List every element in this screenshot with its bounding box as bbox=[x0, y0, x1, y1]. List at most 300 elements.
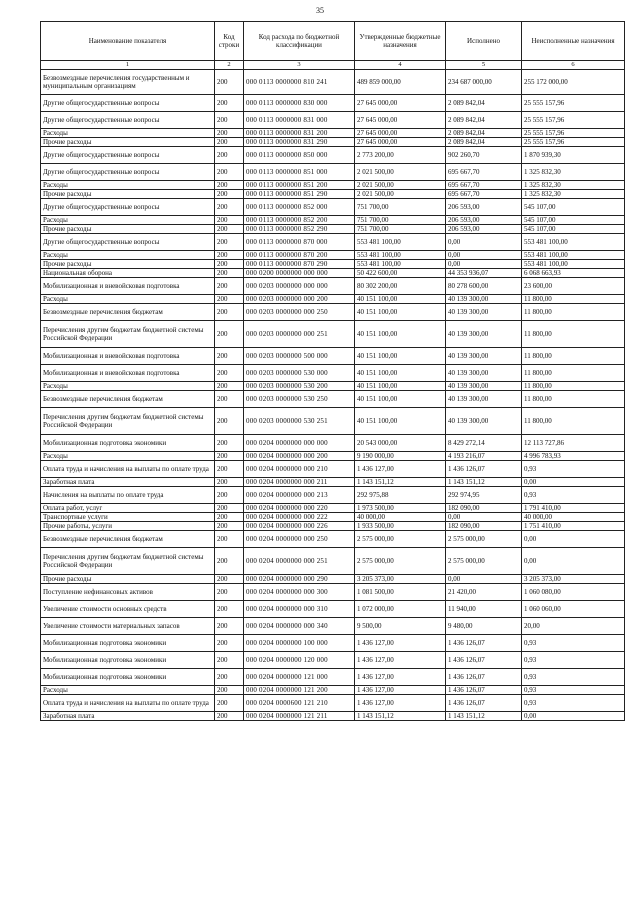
table-row bbox=[41, 164, 625, 181]
row-name-cell: Расходы bbox=[41, 181, 215, 190]
row-executed-cell: 40 139 300,00 bbox=[446, 382, 522, 391]
row-line-code-cell: 200 bbox=[215, 181, 244, 190]
row-approved-cell: 9 190 000,00 bbox=[355, 452, 446, 461]
row-unexecuted-cell: 1 325 832,30 bbox=[522, 181, 625, 190]
table-row bbox=[41, 321, 625, 348]
row-line-code-cell: 200 bbox=[215, 190, 244, 199]
row-name-cell: Расходы bbox=[41, 129, 215, 138]
table-row bbox=[41, 452, 625, 461]
row-name-cell: Увеличение стоимости материальных запасов bbox=[41, 618, 215, 635]
row-name-cell: Расходы bbox=[41, 295, 215, 304]
row-executed-cell: 0,00 bbox=[446, 513, 522, 522]
row-unexecuted-cell: 0,93 bbox=[522, 487, 625, 504]
row-executed-cell: 2 089 842,04 bbox=[446, 112, 522, 129]
header-unexecuted: Неисполненные назначения bbox=[522, 22, 625, 61]
row-unexecuted-cell: 11 800,00 bbox=[522, 391, 625, 408]
row-line-code-cell: 200 bbox=[215, 391, 244, 408]
row-classification-code-cell: 000 0204 0000000 000 340 bbox=[244, 618, 355, 635]
row-executed-cell: 40 139 300,00 bbox=[446, 391, 522, 408]
row-line-code-cell: 200 bbox=[215, 531, 244, 548]
column-number: 6 bbox=[522, 61, 625, 70]
row-name-cell: Мобилизационная и вневойсковая подготовка bbox=[41, 365, 215, 382]
row-approved-cell: 1 436 127,00 bbox=[355, 461, 446, 478]
row-approved-cell: 1 973 500,00 bbox=[355, 504, 446, 513]
row-line-code-cell: 200 bbox=[215, 686, 244, 695]
row-approved-cell: 292 975,88 bbox=[355, 487, 446, 504]
row-unexecuted-cell: 0,93 bbox=[522, 669, 625, 686]
row-unexecuted-cell: 11 800,00 bbox=[522, 321, 625, 348]
table-row bbox=[41, 522, 625, 531]
row-line-code-cell: 200 bbox=[215, 199, 244, 216]
row-name-cell: Другие общегосударственные вопросы bbox=[41, 112, 215, 129]
row-name-cell: Увеличение стоимости основных средств bbox=[41, 601, 215, 618]
table-row bbox=[41, 601, 625, 618]
row-name-cell: Расходы bbox=[41, 382, 215, 391]
table-row bbox=[41, 686, 625, 695]
header-executed: Исполнено bbox=[446, 22, 522, 61]
row-approved-cell: 751 700,00 bbox=[355, 216, 446, 225]
row-approved-cell: 20 543 000,00 bbox=[355, 435, 446, 452]
header-row bbox=[41, 22, 625, 61]
row-executed-cell: 0,00 bbox=[446, 260, 522, 269]
row-unexecuted-cell: 6 068 663,93 bbox=[522, 269, 625, 278]
row-approved-cell: 2 575 000,00 bbox=[355, 548, 446, 575]
row-line-code-cell: 200 bbox=[215, 95, 244, 112]
table-row bbox=[41, 435, 625, 452]
row-name-cell: Начисления на выплаты по оплате труда bbox=[41, 487, 215, 504]
row-classification-code-cell: 000 0203 0000000 000 200 bbox=[244, 295, 355, 304]
row-approved-cell: 2 021 500,00 bbox=[355, 164, 446, 181]
row-executed-cell: 695 667,70 bbox=[446, 164, 522, 181]
table-row bbox=[41, 138, 625, 147]
row-unexecuted-cell: 20,00 bbox=[522, 618, 625, 635]
row-executed-cell: 182 090,00 bbox=[446, 504, 522, 513]
row-name-cell: Расходы bbox=[41, 251, 215, 260]
row-unexecuted-cell: 545 107,00 bbox=[522, 199, 625, 216]
row-classification-code-cell: 000 0204 0000000 120 000 bbox=[244, 652, 355, 669]
row-executed-cell: 234 687 000,00 bbox=[446, 70, 522, 95]
row-classification-code-cell: 000 0203 0000000 000 000 bbox=[244, 278, 355, 295]
row-name-cell: Прочие расходы bbox=[41, 138, 215, 147]
row-classification-code-cell: 000 0204 0000000 000 000 bbox=[244, 435, 355, 452]
row-classification-code-cell: 000 0203 0000000 530 251 bbox=[244, 408, 355, 435]
row-classification-code-cell: 000 0204 0000000 000 222 bbox=[244, 513, 355, 522]
row-classification-code-cell: 000 0113 0000000 851 000 bbox=[244, 164, 355, 181]
row-line-code-cell: 200 bbox=[215, 487, 244, 504]
row-line-code-cell: 200 bbox=[215, 251, 244, 260]
column-number-row bbox=[41, 61, 625, 70]
table-row bbox=[41, 487, 625, 504]
row-name-cell: Перечисления другим бюджетам бюджетной системы Российской Федерации bbox=[41, 548, 215, 575]
row-name-cell: Перечисления другим бюджетам бюджетной системы Российской Федерации bbox=[41, 408, 215, 435]
row-name-cell: Поступление нефинансовых активов bbox=[41, 584, 215, 601]
row-classification-code-cell: 000 0204 0000000 000 226 bbox=[244, 522, 355, 531]
row-name-cell: Расходы bbox=[41, 686, 215, 695]
column-number: 3 bbox=[244, 61, 355, 70]
row-line-code-cell: 200 bbox=[215, 321, 244, 348]
row-approved-cell: 751 700,00 bbox=[355, 199, 446, 216]
row-executed-cell: 206 593,00 bbox=[446, 199, 522, 216]
row-classification-code-cell: 000 0113 0000000 850 000 bbox=[244, 147, 355, 164]
row-executed-cell: 902 260,70 bbox=[446, 147, 522, 164]
table-row bbox=[41, 234, 625, 251]
row-unexecuted-cell: 11 800,00 bbox=[522, 408, 625, 435]
row-unexecuted-cell: 0,93 bbox=[522, 461, 625, 478]
row-line-code-cell: 200 bbox=[215, 513, 244, 522]
row-line-code-cell: 200 bbox=[215, 70, 244, 95]
row-executed-cell: 206 593,00 bbox=[446, 225, 522, 234]
table-row bbox=[41, 190, 625, 199]
row-classification-code-cell: 000 0113 0000000 851 290 bbox=[244, 190, 355, 199]
row-approved-cell: 1 436 127,00 bbox=[355, 652, 446, 669]
row-executed-cell: 40 139 300,00 bbox=[446, 408, 522, 435]
row-unexecuted-cell: 25 555 157,96 bbox=[522, 138, 625, 147]
row-executed-cell: 1 436 126,07 bbox=[446, 686, 522, 695]
row-approved-cell: 1 436 127,00 bbox=[355, 695, 446, 712]
row-approved-cell: 553 481 100,00 bbox=[355, 234, 446, 251]
row-executed-cell: 0,00 bbox=[446, 251, 522, 260]
row-approved-cell: 751 700,00 bbox=[355, 225, 446, 234]
row-approved-cell: 9 500,00 bbox=[355, 618, 446, 635]
table-row bbox=[41, 129, 625, 138]
table-row bbox=[41, 478, 625, 487]
row-line-code-cell: 200 bbox=[215, 601, 244, 618]
row-approved-cell: 553 481 100,00 bbox=[355, 251, 446, 260]
table-row bbox=[41, 669, 625, 686]
row-unexecuted-cell: 545 107,00 bbox=[522, 216, 625, 225]
row-name-cell: Безвозмездные перечисления бюджетам bbox=[41, 391, 215, 408]
row-classification-code-cell: 000 0200 0000000 000 000 bbox=[244, 269, 355, 278]
table-row bbox=[41, 181, 625, 190]
row-line-code-cell: 200 bbox=[215, 452, 244, 461]
row-line-code-cell: 200 bbox=[215, 461, 244, 478]
table-row bbox=[41, 70, 625, 95]
row-line-code-cell: 200 bbox=[215, 548, 244, 575]
table-row bbox=[41, 251, 625, 260]
row-executed-cell: 40 139 300,00 bbox=[446, 304, 522, 321]
row-classification-code-cell: 000 0113 0000000 831 000 bbox=[244, 112, 355, 129]
row-name-cell: Безвозмездные перечисления государственным и муниципальным организациям bbox=[41, 70, 215, 95]
row-classification-code-cell: 000 0204 0000000 000 251 bbox=[244, 548, 355, 575]
row-line-code-cell: 200 bbox=[215, 164, 244, 181]
row-approved-cell: 40 151 100,00 bbox=[355, 382, 446, 391]
row-classification-code-cell: 000 0113 0000000 870 000 bbox=[244, 234, 355, 251]
table-row bbox=[41, 391, 625, 408]
header-line-code: Код строки bbox=[215, 22, 244, 61]
row-name-cell: Оплата работ, услуг bbox=[41, 504, 215, 513]
row-line-code-cell: 200 bbox=[215, 269, 244, 278]
row-line-code-cell: 200 bbox=[215, 695, 244, 712]
row-name-cell: Другие общегосударственные вопросы bbox=[41, 199, 215, 216]
row-name-cell: Транспортные услуги bbox=[41, 513, 215, 522]
row-unexecuted-cell: 3 205 373,00 bbox=[522, 575, 625, 584]
row-classification-code-cell: 000 0204 0000000 121 000 bbox=[244, 669, 355, 686]
row-approved-cell: 2 021 500,00 bbox=[355, 181, 446, 190]
row-classification-code-cell: 000 0203 0000000 000 251 bbox=[244, 321, 355, 348]
row-name-cell: Другие общегосударственные вопросы bbox=[41, 95, 215, 112]
table-row bbox=[41, 695, 625, 712]
table-row bbox=[41, 225, 625, 234]
row-classification-code-cell: 000 0113 0000000 852 200 bbox=[244, 216, 355, 225]
row-executed-cell: 40 139 300,00 bbox=[446, 295, 522, 304]
column-number: 5 bbox=[446, 61, 522, 70]
row-line-code-cell: 200 bbox=[215, 147, 244, 164]
table-row bbox=[41, 618, 625, 635]
row-line-code-cell: 200 bbox=[215, 295, 244, 304]
row-name-cell: Безвозмездные перечисления бюджетам bbox=[41, 304, 215, 321]
row-approved-cell: 40 151 100,00 bbox=[355, 408, 446, 435]
row-unexecuted-cell: 0,93 bbox=[522, 652, 625, 669]
row-approved-cell: 27 645 000,00 bbox=[355, 112, 446, 129]
row-classification-code-cell: 000 0204 0000000 000 300 bbox=[244, 584, 355, 601]
row-unexecuted-cell: 25 555 157,96 bbox=[522, 112, 625, 129]
row-unexecuted-cell: 1 791 410,00 bbox=[522, 504, 625, 513]
row-classification-code-cell: 000 0113 0000000 851 200 bbox=[244, 181, 355, 190]
row-name-cell: Оплата труда и начисления на выплаты по оплате труда bbox=[41, 461, 215, 478]
row-approved-cell: 1 436 127,00 bbox=[355, 686, 446, 695]
row-executed-cell: 292 974,95 bbox=[446, 487, 522, 504]
row-unexecuted-cell: 4 996 783,93 bbox=[522, 452, 625, 461]
row-executed-cell: 1 143 151,12 bbox=[446, 478, 522, 487]
row-executed-cell: 11 940,00 bbox=[446, 601, 522, 618]
table-row bbox=[41, 95, 625, 112]
row-unexecuted-cell: 23 600,00 bbox=[522, 278, 625, 295]
table-row bbox=[41, 575, 625, 584]
table-row bbox=[41, 260, 625, 269]
row-approved-cell: 3 205 373,00 bbox=[355, 575, 446, 584]
row-unexecuted-cell: 11 800,00 bbox=[522, 365, 625, 382]
row-approved-cell: 1 143 151,12 bbox=[355, 478, 446, 487]
row-line-code-cell: 200 bbox=[215, 522, 244, 531]
row-approved-cell: 40 151 100,00 bbox=[355, 365, 446, 382]
row-line-code-cell: 200 bbox=[215, 260, 244, 269]
row-name-cell: Расходы bbox=[41, 452, 215, 461]
row-unexecuted-cell: 553 481 100,00 bbox=[522, 251, 625, 260]
header-approved: Утвержденные бюджетные назначения bbox=[355, 22, 446, 61]
row-classification-code-cell: 000 0203 0000000 000 250 bbox=[244, 304, 355, 321]
header-name: Наименование показателя bbox=[41, 22, 215, 61]
column-number: 4 bbox=[355, 61, 446, 70]
row-name-cell: Расходы bbox=[41, 216, 215, 225]
row-executed-cell: 206 593,00 bbox=[446, 216, 522, 225]
row-classification-code-cell: 000 0204 0000000 000 210 bbox=[244, 461, 355, 478]
table-row bbox=[41, 382, 625, 391]
table-body bbox=[41, 70, 625, 721]
row-unexecuted-cell: 1 325 832,30 bbox=[522, 190, 625, 199]
row-unexecuted-cell: 0,00 bbox=[522, 478, 625, 487]
row-executed-cell: 2 089 842,04 bbox=[446, 129, 522, 138]
row-classification-code-cell: 000 0204 0000000 000 290 bbox=[244, 575, 355, 584]
row-unexecuted-cell: 0,93 bbox=[522, 686, 625, 695]
row-line-code-cell: 200 bbox=[215, 348, 244, 365]
row-line-code-cell: 200 bbox=[215, 216, 244, 225]
row-classification-code-cell: 000 0113 0000000 830 000 bbox=[244, 95, 355, 112]
row-line-code-cell: 200 bbox=[215, 225, 244, 234]
row-name-cell: Прочие расходы bbox=[41, 190, 215, 199]
row-name-cell: Прочие работы, услуги bbox=[41, 522, 215, 531]
column-number: 2 bbox=[215, 61, 244, 70]
header-classification-code: Код расхода по бюджетной классификации bbox=[244, 22, 355, 61]
row-approved-cell: 1 143 151,12 bbox=[355, 712, 446, 721]
row-unexecuted-cell: 0,00 bbox=[522, 531, 625, 548]
row-unexecuted-cell: 11 800,00 bbox=[522, 348, 625, 365]
row-executed-cell: 4 193 216,07 bbox=[446, 452, 522, 461]
row-approved-cell: 2 021 500,00 bbox=[355, 190, 446, 199]
row-executed-cell: 44 353 936,07 bbox=[446, 269, 522, 278]
table-row bbox=[41, 504, 625, 513]
row-approved-cell: 27 645 000,00 bbox=[355, 129, 446, 138]
row-classification-code-cell: 000 0204 0000000 000 220 bbox=[244, 504, 355, 513]
table-row bbox=[41, 365, 625, 382]
row-line-code-cell: 200 bbox=[215, 278, 244, 295]
row-unexecuted-cell: 0,93 bbox=[522, 635, 625, 652]
table-row bbox=[41, 531, 625, 548]
row-classification-code-cell: 000 0204 0000000 000 200 bbox=[244, 452, 355, 461]
row-classification-code-cell: 000 0204 0000000 100 000 bbox=[244, 635, 355, 652]
row-line-code-cell: 200 bbox=[215, 129, 244, 138]
row-line-code-cell: 200 bbox=[215, 138, 244, 147]
row-classification-code-cell: 000 0203 0000000 530 000 bbox=[244, 365, 355, 382]
table-row bbox=[41, 584, 625, 601]
row-line-code-cell: 200 bbox=[215, 584, 244, 601]
row-executed-cell: 40 139 300,00 bbox=[446, 321, 522, 348]
row-name-cell: Прочие расходы bbox=[41, 260, 215, 269]
row-approved-cell: 1 081 500,00 bbox=[355, 584, 446, 601]
row-name-cell: Мобилизационная подготовка экономики bbox=[41, 435, 215, 452]
row-line-code-cell: 200 bbox=[215, 408, 244, 435]
row-approved-cell: 553 481 100,00 bbox=[355, 260, 446, 269]
row-line-code-cell: 200 bbox=[215, 435, 244, 452]
row-name-cell: Мобилизационная и вневойсковая подготовка bbox=[41, 278, 215, 295]
row-unexecuted-cell: 553 481 100,00 bbox=[522, 260, 625, 269]
row-approved-cell: 2 575 000,00 bbox=[355, 531, 446, 548]
row-classification-code-cell: 000 0204 0000000 000 250 bbox=[244, 531, 355, 548]
row-line-code-cell: 200 bbox=[215, 234, 244, 251]
row-executed-cell: 695 667,70 bbox=[446, 181, 522, 190]
page-number: 35 bbox=[316, 6, 324, 15]
row-approved-cell: 40 151 100,00 bbox=[355, 321, 446, 348]
row-line-code-cell: 200 bbox=[215, 575, 244, 584]
row-name-cell: Другие общегосударственные вопросы bbox=[41, 164, 215, 181]
row-executed-cell: 80 278 600,00 bbox=[446, 278, 522, 295]
row-executed-cell: 2 575 000,00 bbox=[446, 531, 522, 548]
row-classification-code-cell: 000 0204 0000000 000 211 bbox=[244, 478, 355, 487]
row-executed-cell: 2 089 842,04 bbox=[446, 138, 522, 147]
row-executed-cell: 1 143 151,12 bbox=[446, 712, 522, 721]
row-classification-code-cell: 000 0113 0000000 831 290 bbox=[244, 138, 355, 147]
row-executed-cell: 1 436 126,07 bbox=[446, 461, 522, 478]
row-unexecuted-cell: 0,00 bbox=[522, 548, 625, 575]
row-executed-cell: 182 090,00 bbox=[446, 522, 522, 531]
row-unexecuted-cell: 1 060 060,00 bbox=[522, 601, 625, 618]
row-line-code-cell: 200 bbox=[215, 365, 244, 382]
row-line-code-cell: 200 bbox=[215, 712, 244, 721]
row-line-code-cell: 200 bbox=[215, 504, 244, 513]
row-approved-cell: 40 151 100,00 bbox=[355, 295, 446, 304]
table-row bbox=[41, 147, 625, 164]
row-unexecuted-cell: 11 800,00 bbox=[522, 382, 625, 391]
row-unexecuted-cell: 1 870 939,30 bbox=[522, 147, 625, 164]
table-row bbox=[41, 712, 625, 721]
row-classification-code-cell: 000 0203 0000000 530 250 bbox=[244, 391, 355, 408]
row-classification-code-cell: 000 0204 0000000 121 200 bbox=[244, 686, 355, 695]
row-executed-cell: 40 139 300,00 bbox=[446, 348, 522, 365]
table-row bbox=[41, 295, 625, 304]
row-executed-cell: 9 480,00 bbox=[446, 618, 522, 635]
row-executed-cell: 2 575 000,00 bbox=[446, 548, 522, 575]
row-approved-cell: 489 859 000,00 bbox=[355, 70, 446, 95]
row-name-cell: Заработная плата bbox=[41, 712, 215, 721]
row-classification-code-cell: 000 0204 0000600 121 210 bbox=[244, 695, 355, 712]
row-name-cell: Мобилизационная подготовка экономики bbox=[41, 652, 215, 669]
row-classification-code-cell: 000 0113 0000000 852 290 bbox=[244, 225, 355, 234]
row-line-code-cell: 200 bbox=[215, 618, 244, 635]
row-classification-code-cell: 000 0113 0000000 870 200 bbox=[244, 251, 355, 260]
table-row bbox=[41, 461, 625, 478]
row-line-code-cell: 200 bbox=[215, 304, 244, 321]
row-approved-cell: 40 000,00 bbox=[355, 513, 446, 522]
table-row bbox=[41, 348, 625, 365]
row-approved-cell: 80 302 200,00 bbox=[355, 278, 446, 295]
row-unexecuted-cell: 40 000,00 bbox=[522, 513, 625, 522]
row-classification-code-cell: 000 0204 0000000 000 310 bbox=[244, 601, 355, 618]
row-name-cell: Прочие расходы bbox=[41, 575, 215, 584]
row-executed-cell: 0,00 bbox=[446, 234, 522, 251]
row-unexecuted-cell: 25 555 157,96 bbox=[522, 129, 625, 138]
budget-execution-table bbox=[40, 21, 625, 721]
column-number: 1 bbox=[41, 61, 215, 70]
row-approved-cell: 50 422 600,00 bbox=[355, 269, 446, 278]
table-row bbox=[41, 278, 625, 295]
row-executed-cell: 1 436 126,07 bbox=[446, 652, 522, 669]
row-approved-cell: 27 645 000,00 bbox=[355, 95, 446, 112]
row-line-code-cell: 200 bbox=[215, 112, 244, 129]
row-name-cell: Другие общегосударственные вопросы bbox=[41, 234, 215, 251]
row-line-code-cell: 200 bbox=[215, 478, 244, 487]
row-name-cell: Мобилизационная подготовка экономики bbox=[41, 635, 215, 652]
row-unexecuted-cell: 0,93 bbox=[522, 695, 625, 712]
table-row bbox=[41, 199, 625, 216]
row-approved-cell: 1 933 500,00 bbox=[355, 522, 446, 531]
row-name-cell: Национальная оборона bbox=[41, 269, 215, 278]
row-line-code-cell: 200 bbox=[215, 635, 244, 652]
row-line-code-cell: 200 bbox=[215, 382, 244, 391]
row-executed-cell: 0,00 bbox=[446, 575, 522, 584]
row-unexecuted-cell: 255 172 000,00 bbox=[522, 70, 625, 95]
row-classification-code-cell: 000 0113 0000000 831 200 bbox=[244, 129, 355, 138]
row-name-cell: Мобилизационная подготовка экономики bbox=[41, 669, 215, 686]
row-unexecuted-cell: 25 555 157,96 bbox=[522, 95, 625, 112]
table-row bbox=[41, 513, 625, 522]
row-unexecuted-cell: 0,00 bbox=[522, 712, 625, 721]
row-name-cell: Прочие расходы bbox=[41, 225, 215, 234]
row-name-cell: Другие общегосударственные вопросы bbox=[41, 147, 215, 164]
row-line-code-cell: 200 bbox=[215, 652, 244, 669]
row-executed-cell: 2 089 842,04 bbox=[446, 95, 522, 112]
row-unexecuted-cell: 1 751 410,00 bbox=[522, 522, 625, 531]
row-approved-cell: 2 773 200,00 bbox=[355, 147, 446, 164]
row-unexecuted-cell: 11 800,00 bbox=[522, 304, 625, 321]
table-row bbox=[41, 408, 625, 435]
row-executed-cell: 40 139 300,00 bbox=[446, 365, 522, 382]
table-row bbox=[41, 112, 625, 129]
row-classification-code-cell: 000 0113 0000000 870 290 bbox=[244, 260, 355, 269]
table-row bbox=[41, 652, 625, 669]
row-unexecuted-cell: 545 107,00 bbox=[522, 225, 625, 234]
row-classification-code-cell: 000 0204 0000000 000 213 bbox=[244, 487, 355, 504]
row-unexecuted-cell: 11 800,00 bbox=[522, 295, 625, 304]
row-classification-code-cell: 000 0113 0000000 852 000 bbox=[244, 199, 355, 216]
